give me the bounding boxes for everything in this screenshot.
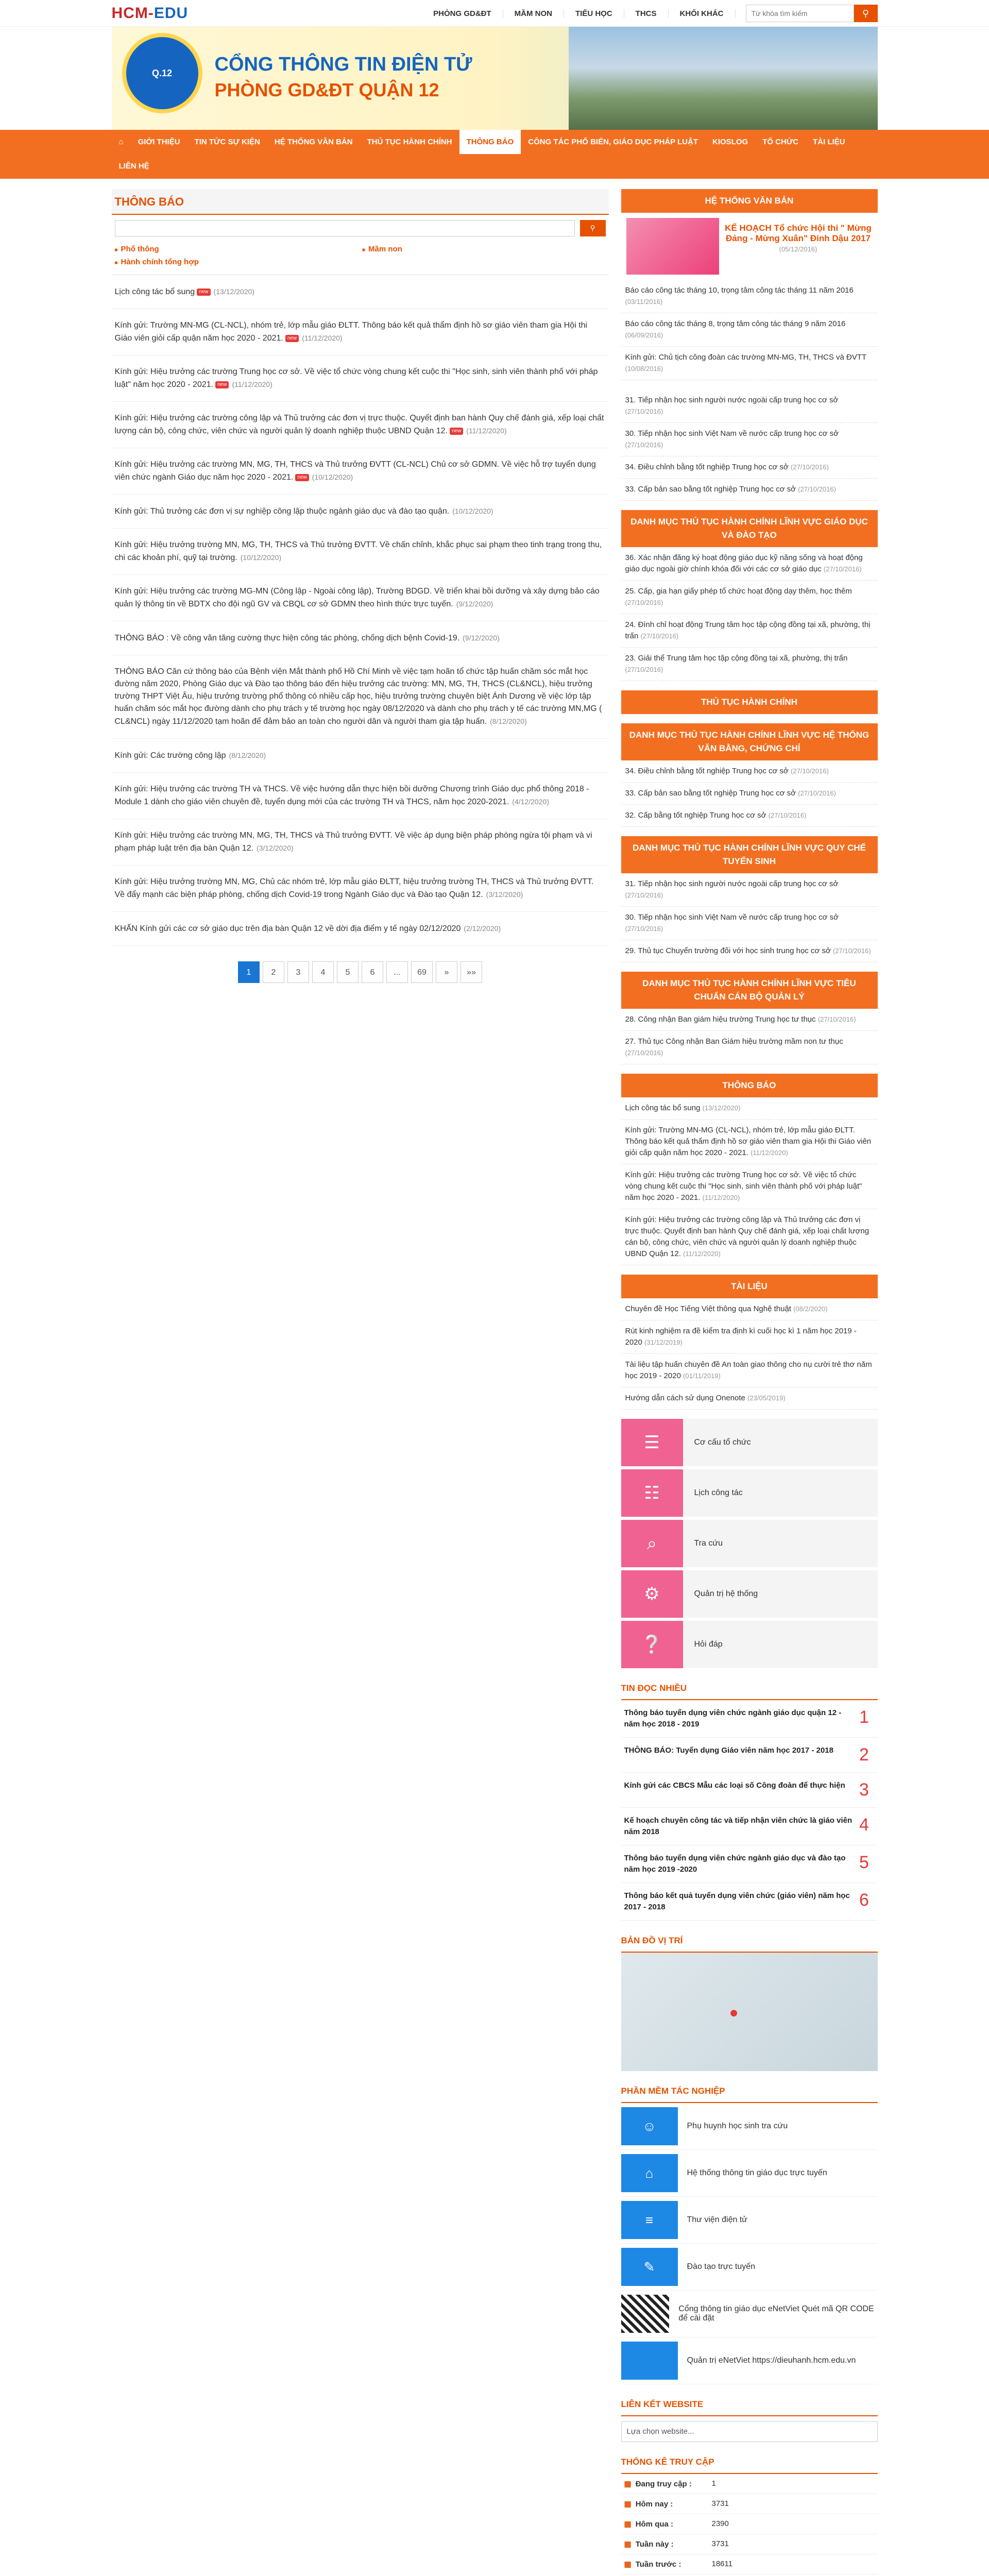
notice-item[interactable] [112,866,609,912]
library-icon: ≡ [621,2201,678,2239]
elearning-icon: ✎ [621,2248,678,2286]
highlight-title: KẾ HOẠCH Tổ chức Hội thi " Mừng Đảng - Mừng Xuân" Đinh Dậu 2017 [725,223,872,243]
nav-tailieu[interactable]: TÀI LIỆU [813,138,845,146]
item-date: (27/10/2016) [625,1049,663,1057]
new-badge: new [285,335,299,342]
item-text: 32. Cấp bằng tốt nghiệp Trung học cơ sở [625,811,769,820]
new-badge: new [197,289,210,296]
highlight-thumbnail [626,218,719,275]
stats-row [621,2554,878,2574]
search-icon: ⌕ [621,1520,683,1567]
notice-item[interactable] [112,739,609,773]
notice-date: (11/12/2020) [466,427,507,435]
top-links [422,5,877,22]
app-label: Đào tạo trực tuyến [687,2262,756,2271]
notice-date: (10/12/2020) [312,473,353,481]
notice-date: (11/12/2020) [232,380,272,388]
top-link-phong[interactable]: PHÒNG GD&ĐT [422,9,503,18]
popular-rank: 6 [859,1890,869,1910]
sidebar-list-item[interactable] [621,805,878,827]
item-date: (27/10/2016) [798,485,836,493]
sidebar-list-title: DANH MỤC THỦ TỤC HÀNH CHÍNH LĨNH VỰC GIÁO DỤC VÀ ĐÀO TẠO [621,510,878,547]
sidebar-list-item[interactable] [621,389,878,423]
tile-link[interactable] [621,1570,878,1618]
app-label: Quản trị eNetViet https://dieuhanh.hcm.edu.vn [687,2356,856,2365]
nav-tintuc[interactable]: TIN TỨC SỰ KIỆN [194,138,260,146]
question-icon: ❔ [621,1621,683,1668]
notice-item[interactable] [112,912,609,946]
tile-label: Hỏi đáp [694,1640,723,1649]
page-link[interactable]: 1 [238,961,260,983]
tile-link[interactable] [621,1469,878,1517]
notice-date: (10/12/2020) [452,507,493,515]
highlight-date: (05/12/2016) [779,245,817,253]
notice-list [112,275,609,946]
notice-item[interactable] [112,309,609,355]
item-text: 27. Thủ tục Công nhận Ban Giám hiệu trường mầm non tư thục [625,1037,843,1046]
page-link[interactable]: 6 [362,961,383,983]
popular-text: Thông báo tuyển dụng viên chức ngành giáo dục quận 12 - năm học 2018 - 2019 [624,1708,842,1728]
app-item[interactable] [621,2103,878,2150]
notice-date: (4/12/2020) [512,798,549,806]
stats-key: ▦ Đang truy cập : [624,2479,712,2488]
notice-text: Kính gửi: Hiệu trưởng trường MN, MG, TH, THCS và Thủ trưởng ĐVTT. Về chấn chỉnh, khắc phục sai phạm theo tinh trạng trong thu, chi các khoản phí, quỹ tại trường. [114,540,602,562]
sidebar-list-title: DANH MỤC THỦ TỤC HÀNH CHÍNH LĨNH VỰC QUY CHẾ TUYỂN SINH [621,836,878,873]
popular-text: THÔNG BÁO: Tuyển dụng Giáo viên năm học 2017 - 2018 [624,1746,833,1755]
notice-item[interactable] [112,448,609,495]
popular-rank: 2 [859,1745,869,1765]
sidebar-list-item[interactable] [621,581,878,614]
item-date: (27/10/2016) [832,947,871,955]
sidebar-list-item[interactable] [621,760,878,783]
notice-text: Kính gửi: Trường MN-MG (CL-NCL), nhóm trẻ, lớp mẫu giáo ĐLTT. Thông báo kết quả thẩm định hồ sơ giáo viên tham gia Hội thi Giáo viên giỏi cấp quận năm học 2020 - 2021. [114,321,588,343]
sidebar-list-title: DANH MỤC THỦ TỤC HÀNH CHÍNH LĨNH VỰC HỆ THỐNG VĂN BẰNG, CHỨNG CHỈ [621,723,878,760]
sidebar-list-item[interactable] [621,1387,878,1410]
page-link[interactable]: 3 [287,961,309,983]
tile-link[interactable] [621,1520,878,1567]
sidebar-list-box [621,1275,878,1410]
nav-phobien[interactable]: CÔNG TÁC PHỔ BIẾN, GIÁO DỤC PHÁP LUẬT [528,138,698,146]
sidebar-list-item[interactable] [621,547,878,581]
item-date: (27/10/2016) [640,632,679,640]
tile-link[interactable] [621,1419,878,1466]
vanban-item[interactable] [621,347,878,380]
tile-label: Quản trị hệ thống [694,1589,758,1598]
item-text: 34. Điều chỉnh bằng tốt nghiệp Trung học cơ sở [625,463,791,471]
item-text: Rút kinh nghiệm ra đề kiểm tra định kì cuối học kì 1 năm học 2019 - 2020 [625,1327,857,1347]
item-date: (31/12/2019) [644,1338,683,1346]
item-date: (27/10/2016) [791,463,829,471]
notice-item[interactable] [112,275,609,309]
app-label: Cổng thông tin giáo dục eNetViet Quét mã QR CODE để cài đặt [678,2304,874,2323]
sidebar-list-item[interactable] [621,1164,878,1209]
tile-label: Lịch công tác [694,1488,743,1497]
nav-thongbao[interactable]: THÔNG BÁO [459,130,521,154]
item-text: Tài liệu tập huấn chuyên đề An toàn giao thông cho nụ cười trẻ thơ năm học 2019 - 2020 [625,1360,872,1380]
notice-text: Lịch công tác bổ sung [114,287,195,296]
stats-value: 2390 [711,2519,729,2528]
banner-subtitle: PHÒNG GD&ĐT QUẬN 12 [214,79,439,100]
notice-date: (11/12/2020) [302,334,343,342]
notice-item[interactable] [112,355,609,402]
apps-box [621,2080,878,2384]
calendar-icon: ☷ [621,1469,683,1517]
item-date: (27/10/2016) [625,666,663,673]
quick-tiles [621,1419,878,1668]
item-date: (27/10/2016) [625,891,663,899]
notice-date: (9/12/2020) [463,634,500,642]
nav-lienhe[interactable]: LIÊN HỆ [118,162,149,171]
popular-rank: 5 [859,1853,869,1872]
sidebar-list-box [621,389,878,501]
qr-code-icon [621,2295,670,2333]
vanban-title: HỆ THỐNG VĂN BẢN [621,189,878,213]
logo-accent: EDU [154,5,189,22]
sidebar-list-item[interactable] [621,1298,878,1320]
stats-value: 18611 [711,2560,733,2568]
vanban-box [621,189,878,380]
sidebar-list-box [621,836,878,962]
main-content [112,189,609,2576]
category-hanhchinh[interactable]: ■ Hành chính tổng hợp [115,258,359,266]
notice-text: Kính gửi: Hiệu trưởng các trường Trung học cơ sở. Về việc tổ chức vòng chung kết cuộc thi "Học sinh, sinh viên thành phố với pháp luật" năm học 2020 - 2021. [114,367,598,389]
item-text: 33. Cấp bản sao bằng tốt nghiệp Trung học cơ sở [625,485,798,494]
sidebar-list-item[interactable] [621,456,878,479]
notice-text: Kính gửi: Hiệu trưởng các trường công lập và Thủ trưởng các đơn vị trực thuộc. Quyết định ban hành Quy chế đánh giá, xếp loại chất lượng cán bộ, công chức, viên chức và người quản lý doanh nghiệp thuộc UBND Quận 12. [114,414,604,435]
stats-key: ▦ Hôm qua : [624,2519,712,2529]
app-label: Thư viện điện tử [687,2215,747,2224]
page-link[interactable]: 4 [312,961,334,983]
item-text: Báo cáo công tác tháng 10, trọng tâm công tác tháng 11 năm 2016 [625,286,854,295]
sidebar [621,189,878,2576]
stats-value: 1 [711,2479,716,2488]
item-date: (27/10/2016) [791,767,829,775]
item-date: (13/12/2020) [702,1104,741,1112]
notice-text: THÔNG BÁO Căn cứ thông báo của Bệnh viện Mắt thành phố Hồ Chí Minh về việc tạm hoãn tổ chức tập huấn chăm sóc mắt học đường năm 2020, Phòng Giáo dục và Đào tạo thông báo đến hiệu trưởng các trường: MN, MG, TH, THCS (CL&NCL), hiệu trưởng trường THPT Việt Âu, hiệu trưởng trường phổ thông có nhiều cấp học, hiệu trưởng trường chuyên biệt Ánh Dương về việc lớp tập huấn chăm sóc mắt học đường dành cho phụ trách y tế trường học ngày 08/12/2020 và dành cho phụ trách y tế các trường MN,MG ( CL&NCL) ngày 11/12/2020 tạm hoãn để đảm bảo an toàn cho người dân và người tham gia tập huấn. [114,667,602,726]
banner-city-image [569,27,878,130]
sidebar-list-item[interactable] [621,940,878,962]
popular-title: TIN ĐỌC NHIỀU [621,1677,878,1700]
filter-bar [112,215,609,242]
vanban-highlight[interactable] [621,213,878,280]
stats-box [621,2451,878,2576]
banner [112,27,878,130]
new-badge: new [215,381,229,388]
item-text: Hướng dẫn cách sử dụng Onenote [625,1394,748,1402]
item-date: (08/2/2020) [793,1305,828,1313]
item-text: 25. Cấp, gia hạn giấy phép tổ chức hoạt động dạy thêm, học thêm [625,587,852,596]
main-nav [0,130,989,179]
sidebar-list-item[interactable] [621,1120,878,1164]
popular-text: Thông báo tuyển dụng viên chức ngành giáo dục và đào tạo năm học 2019 -2020 [624,1854,846,1874]
sidebar-list-item[interactable] [621,423,878,456]
item-date: (11/12/2020) [683,1250,721,1258]
top-link-tieuhoc[interactable]: TIỂU HỌC [564,9,624,18]
sidebar-list-box [621,510,878,681]
system-icon: ⌂ [621,2154,678,2192]
item-text: Kính gửi: Chủ tịch công đoàn các trường MN-MG, TH, THCS và ĐVTT [625,353,866,362]
item-date: (27/10/2016) [625,599,663,606]
sidebar-list-item[interactable] [621,1031,878,1064]
item-date: (27/10/2016) [823,565,862,573]
links-box [621,2394,878,2442]
notice-text: Kính gửi: Các trường công lập [114,751,226,760]
item-date: (27/10/2016) [625,408,663,415]
item-date: (27/10/2016) [798,789,836,797]
site-logo[interactable] [112,5,189,22]
notice-date: (13/12/2020) [213,287,254,296]
map-pin-icon: ● [729,2004,739,2021]
notice-text: KHẨN Kính gửi các cơ sở giáo dục trên địa bàn Quận 12 về dời địa điểm y tế ngày 02/12/2020 [114,924,461,933]
page-link[interactable]: 2 [263,961,284,983]
sidebar-list-item[interactable] [621,1209,878,1265]
popular-text: Kế hoạch chuyên công tác và tiếp nhận viên chức là giáo viên năm 2018 [624,1816,852,1836]
item-date: (27/10/2016) [768,811,807,819]
item-text: 23. Giải thể Trung tâm học tập cộng đồng tại xã, phường, thị trấn [625,654,848,663]
notice-item[interactable] [112,402,609,448]
item-text: 29. Thủ tục Chuyển trường đối với học sinh trung học cơ sở [625,946,833,955]
item-text: 36. Xác nhận đăng ký hoạt động giáo dục kỹ năng sống và hoạt động giáo dục ngoài giờ chính khóa đối với các cơ sở giáo dục [625,553,863,573]
top-link-thcs[interactable]: THCS [624,9,669,18]
tile-label: Tra cứu [694,1539,723,1548]
notice-text: Kính gửi: Thủ trưởng các đơn vị sự nghiệp công lập thuộc ngành giáo dục và đào tạo quận. [114,507,450,516]
top-link-khac[interactable]: KHỐI KHÁC [669,9,736,18]
item-text: 30. Tiếp nhận học sinh Việt Nam về nước cấp trung học cơ sở [625,913,839,922]
stats-row [621,2494,878,2514]
search-button[interactable] [854,5,878,22]
logo-main: HCM- [111,5,154,22]
item-text: 28. Công nhận Ban giám hiệu trường Trung học tư thục [625,1015,818,1024]
app-label: Hệ thống thông tin giáo dục trực tuyến [687,2168,827,2177]
item-text: 31. Tiếp nhận học sinh người nước ngoài cấp trung học cơ sở [625,396,839,404]
gear-icon: ⚙ [621,1570,683,1618]
app-label: Phụ huynh học sinh tra cứu [687,2122,788,2130]
sidebar-list-item[interactable] [621,614,878,648]
sidebar-list-title: DANH MỤC THỦ TỤC HÀNH CHÍNH LĨNH VỰC TIÊU CHUẨN CÁN BỘ QUẢN LÝ [621,972,878,1009]
nav-home-icon[interactable]: ⌂ [118,138,124,146]
page-link[interactable]: »» [461,961,482,983]
popular-item[interactable] [621,1700,878,1738]
app-item[interactable] [621,2197,878,2244]
banner-title: CỔNG THÔNG TIN ĐIỆN TỬ [214,54,472,75]
app-item[interactable] [621,2291,878,2337]
nav-vanban[interactable]: HỆ THỐNG VĂN BẢN [274,138,353,146]
nav-tochuc[interactable]: TỔ CHỨC [762,138,799,146]
notice-item[interactable] [112,655,609,739]
item-text: Báo cáo công tác tháng 8, trọng tâm công tác tháng 9 năm 2016 [625,319,846,328]
notice-date: (2/12/2020) [464,924,501,933]
page-link[interactable]: ... [386,961,408,983]
item-text: 34. Điều chỉnh bằng tốt nghiệp Trung học cơ sở [625,767,791,775]
item-date: (27/10/2016) [625,441,663,449]
notice-item[interactable] [112,773,609,819]
notice-item[interactable] [112,819,609,866]
notice-item[interactable] [112,621,609,655]
parent-icon: ☺ [621,2107,678,2145]
filter-button[interactable] [580,220,606,236]
nav-gioithieu[interactable]: GIỚI THIỆU [138,138,180,146]
item-text: 24. Đình chỉ hoạt động Trung tâm học tập cộng đồng tại xã, phường, thị trấn [625,620,871,640]
popular-box [621,1677,878,1921]
notice-text: Kính gửi: Hiệu trưởng các trường TH và THCS. Về việc hướng dẫn thực hiện bồi dưỡng Chương trình Giáo dục phổ thông 2018 - Module 1 dành cho giáo viên chuyên đề, tuyển dụng mới của các trường TH và THCS, năm học 2020-2021. [114,785,589,806]
notice-date: (3/12/2020) [257,844,294,852]
item-text: 33. Cấp bản sao bằng tốt nghiệp Trung học cơ sở [625,789,798,798]
new-badge: new [295,474,309,481]
category-phothong[interactable]: ■ Phổ thông [115,245,359,253]
category-list [112,242,609,269]
org-chart-icon: ☰ [621,1419,683,1466]
emblem-logo: Q.12 [122,33,202,113]
stats-row [621,2474,878,2494]
notice-date: (8/12/2020) [229,751,266,759]
search-icon: ⚲ [862,8,869,19]
sidebar-list-item[interactable] [621,1009,878,1031]
tile-link[interactable] [621,1621,878,1668]
notice-date: (3/12/2020) [486,890,523,899]
item-text: Kính gửi: Trường MN-MG (CL-NCL), nhóm trẻ, lớp mẫu giáo ĐLTT. Thông báo kết quả thẩm định hồ sơ giáo viên tham gia Hội thi Giáo viên giỏi cấp quận năm học 2020 - 2021. [625,1126,872,1157]
stats-key: ▦ Tuần trước : [624,2560,712,2569]
top-bar [0,0,989,27]
item-text: Lịch công tác bổ sung [625,1104,703,1112]
notice-date: (8/12/2020) [490,717,527,725]
page-link[interactable]: » [436,961,457,983]
sidebar-list-item[interactable] [621,648,878,681]
sidebar-list-title: THÔNG BÁO [621,1074,878,1097]
nav-kioslog[interactable]: KIOSLOG [712,138,748,146]
popular-item[interactable] [621,1738,878,1773]
item-date: (10/08/2016) [625,365,663,372]
app-item[interactable] [621,2244,878,2291]
stats-key: ▦ Tuần này : [624,2539,712,2549]
popular-text: Kính gửi các CBCS Mẫu các loại số Công đoàn để thực hiện [624,1781,845,1790]
page-link[interactable]: 69 [411,961,433,983]
popular-item[interactable] [621,1808,878,1845]
vanban-item[interactable] [621,280,878,313]
item-date: (06/09/2016) [625,331,663,339]
location-map[interactable] [621,1953,878,2071]
popular-text: Thông báo kết quả tuyển dụng viên chức (giáo viên) năm học 2017 - 2018 [624,1891,850,1911]
stats-value: 3731 [711,2499,729,2508]
sidebar-list-item[interactable] [621,1354,878,1387]
sidebar-list-box [621,972,878,1064]
pagination [112,946,609,998]
notice-item[interactable] [112,495,609,529]
app-item[interactable] [621,2150,878,2197]
popular-rank: 4 [859,1815,869,1835]
notice-item[interactable] [112,575,609,621]
item-date: (01/11/2019) [683,1372,721,1380]
sidebar-list-item[interactable] [621,783,878,805]
item-date: (27/10/2016) [817,1015,856,1023]
nav-thutuc[interactable]: THỦ TỤC HÀNH CHÍNH [367,138,452,146]
enetviet-icon [621,2342,678,2380]
popular-item[interactable] [621,1883,878,1921]
item-date: (27/10/2016) [625,925,663,933]
stats-row [621,2534,878,2554]
item-text: 30. Tiếp nhận học sinh Việt Nam về nước cấp trung học cơ sở [625,429,839,438]
notice-text: THÔNG BÁO : Về công văn tăng cường thực hiện công tác phòng, chống dịch bệnh Covid-19. [114,634,460,642]
sidebar-list-item[interactable] [621,873,878,907]
top-search [746,5,878,22]
sidebar-list-item[interactable] [621,479,878,501]
popular-item[interactable] [621,1845,878,1883]
popular-rank: 1 [859,1707,869,1727]
top-link-mamnon[interactable]: MẦM NON [503,9,564,18]
item-text: 31. Tiếp nhận học sinh người nước ngoài cấp trung học cơ sở [625,879,839,888]
vanban-item[interactable] [621,313,878,347]
app-item[interactable] [621,2337,878,2384]
notice-text: Kính gửi: Hiệu trưởng các trường MN, MG, TH, THCS và Thủ trưởng ĐVTT. Về việc áp dụng biện pháp phòng ngừa tội phạm và vi phạm pháp luật trên địa bàn Quận 12. [114,831,592,853]
links-title: LIÊN KẾT WEBSITE [621,2394,878,2416]
page-link[interactable]: 5 [337,961,359,983]
stats-row [621,2514,878,2534]
sidebar-list-box [621,1074,878,1265]
sidebar-list-title: THỦ TỤC HÀNH CHÍNH [621,690,878,714]
notice-date: (10/12/2020) [240,553,282,562]
popular-item[interactable] [621,1773,878,1808]
sidebar-list-item[interactable] [621,1320,878,1354]
map-box [621,1930,878,2071]
notice-item[interactable] [112,529,609,575]
sidebar-list-item[interactable] [621,1097,878,1120]
notice-date: (9/12/2020) [456,600,493,608]
sidebar-list-item[interactable] [621,907,878,940]
item-date: (23/05/2019) [747,1394,786,1402]
sidebar-list-box [621,723,878,827]
apps-title: PHẦN MỀM TÁC NGHIỆP [621,2080,878,2103]
search-icon: ⚲ [590,224,595,232]
item-text: Kính gửi: Hiệu trưởng các trường công lập và Thủ trưởng các đơn vị trực thuộc. Quyết định ban hành Quy chế đánh giá, xếp loại chất lượng cán bộ, công chức, viên chức và người quản lý doanh nghiệp thuộc UBND Quận 12. [625,1215,869,1258]
map-title: BẢN ĐỒ VỊ TRÍ [621,1930,878,1953]
sidebar-list-title: TÀI LIỆU [621,1275,878,1298]
notice-text: Kính gửi: Hiệu trưởng trường MN, MG, Chủ các nhóm trẻ, lớp mẫu giáo ĐLTT, hiệu trưởng trường TH, THCS và Thủ trưởng ĐVTT. Về đẩy mạnh các biện pháp phòng, chống dịch Covid-19 trong Ngành Giáo dục và Đào tạo Quận 12. [114,877,594,899]
item-date: (03/11/2016) [625,298,663,306]
notice-text: Kính gửi: Hiệu trưởng các trường MN, MG, TH, THCS và Thủ trưởng ĐVTT (CL-NCL) Chủ cơ sở GDMN. Về việc hỗ trợ tuyển dụng viên chức ngành Giáo dục năm học 2020 - 2021. [114,460,596,482]
sidebar-list-box [621,690,878,714]
item-text: Kính gửi: Hiệu trưởng các trường Trung học cơ sở. Về việc tổ chức vòng chung kết cuộc thi "Học sinh, sinh viên thành phố với pháp luật" năm học 2020 - 2021. [625,1171,862,1202]
item-date: (11/12/2020) [751,1149,788,1157]
item-date: (11/12/2020) [702,1194,740,1201]
popular-rank: 3 [859,1780,869,1800]
website-select[interactable]: Lựa chọn website... [621,2421,878,2442]
stats-title: THỐNG KÊ TRUY CẬP [621,2451,878,2474]
stats-value: 3731 [711,2539,729,2548]
notice-text: Kính gửi: Hiệu trưởng các trường MG-MN (Công lập - Ngoài công lập), Trường BDGD. Về triển khai bồi dưỡng và xây dựng bảo cáo quản lý thông tin về BDTX cho đội ngũ GV và CBQL cơ sở GDMN theo hình thức trực tuyến. [114,587,600,608]
page-title: THÔNG BÁO [112,189,609,215]
search-input[interactable] [746,5,854,22]
filter-input[interactable] [115,220,575,236]
item-text: Chuyên đề Học Tiếng Việt thông qua Nghệ thuật [625,1304,794,1313]
new-badge: new [450,428,463,435]
stats-key: ▦ Hôm nay : [624,2499,712,2509]
category-mamnon[interactable]: ■ Mầm non [362,245,606,253]
tile-label: Cơ cấu tổ chức [694,1438,751,1447]
